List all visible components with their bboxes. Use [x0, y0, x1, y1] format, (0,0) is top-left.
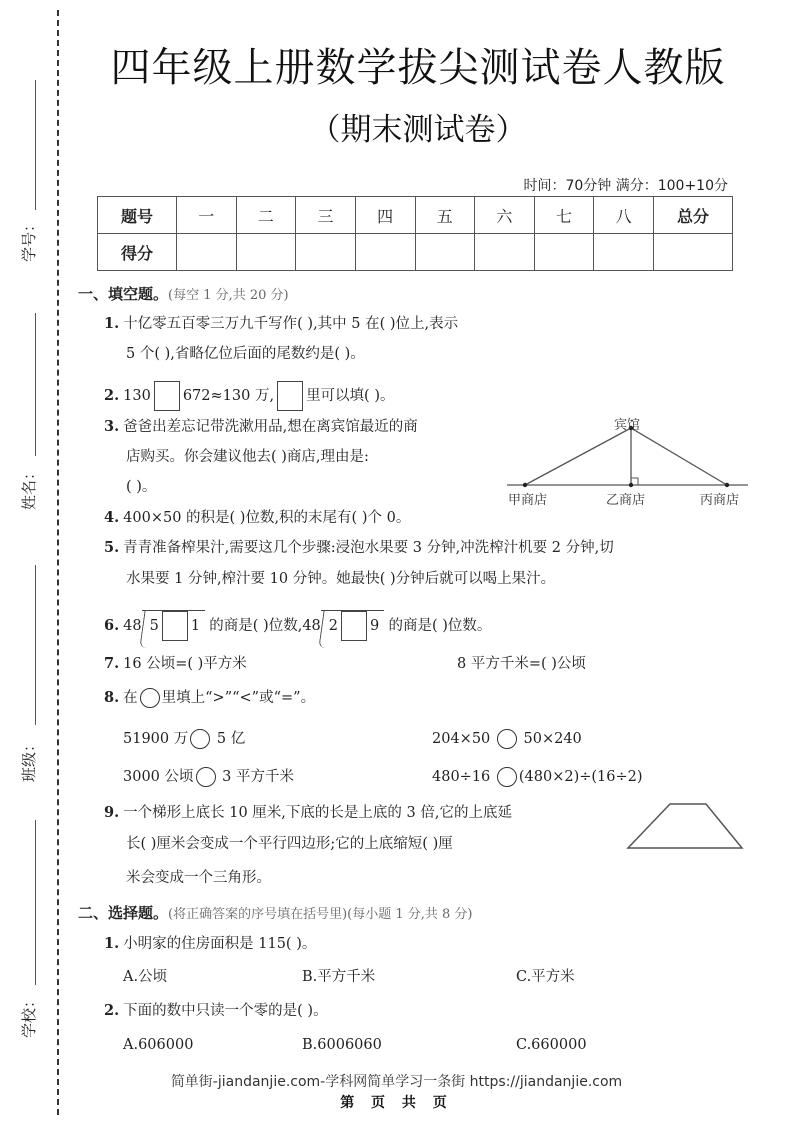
question-1-5: 5. 青青准备榨果汁,需要这几个步骤:浸泡水果要 3 分钟,冲洗榨汁机要 2 分钟,切: [104, 539, 614, 556]
question-1-2: 2. 130 672≈130 万, 里可以填( )。: [104, 381, 395, 411]
compare-item-3: 3000 公顷 3 平方千米: [123, 769, 294, 785]
score-input-cell[interactable]: [475, 234, 535, 271]
score-cell: 题号: [98, 197, 177, 234]
compare-circle[interactable]: [190, 729, 210, 749]
section-2-note: (将正确答案的序号填在括号里)(每小题 1 分,共 8 分): [168, 907, 473, 922]
compare-item-2: 204×50 50×240: [432, 731, 582, 747]
name-label: 姓名：: [20, 464, 38, 510]
option-b[interactable]: B.平方千米: [302, 969, 376, 985]
score-cell: 三: [296, 197, 356, 234]
score-input-cell[interactable]: [236, 234, 296, 271]
question-1-5-line2: 水果要 1 分钟,榨汁要 10 分钟。她最快( )分钟后就可以喝上果汁。: [126, 571, 556, 587]
score-input-cell[interactable]: [296, 234, 356, 271]
score-cell: 二: [236, 197, 296, 234]
score-row-label: 得分: [98, 234, 177, 271]
compare-item-4: 480÷16 (480×2)÷(16÷2): [432, 769, 643, 785]
score-table-header-row: [98, 197, 733, 234]
name-line: [35, 313, 36, 456]
trapezoid-figure: [625, 800, 745, 852]
question-1-7: 7. 16 公顷=( )平方米: [104, 655, 247, 672]
score-input-cell[interactable]: [355, 234, 415, 271]
score-cell: 总分: [654, 197, 733, 234]
question-1-4: 4. 400×50 的积是( )位数,积的末尾有( )个 0。: [104, 509, 411, 526]
score-cell: 八: [594, 197, 654, 234]
question-2-1: 1. 小明家的住房面积是 115( )。: [104, 935, 317, 952]
exam-meta: 时间：70分钟 满分：100+10分: [523, 178, 728, 194]
score-cell: 一: [177, 197, 237, 234]
blank-box[interactable]: [341, 611, 367, 641]
question-1-9: 9. 一个梯形上底长 10 厘米,下底的长是上底的 3 倍,它的上底延: [104, 804, 512, 821]
score-cell: 六: [475, 197, 535, 234]
question-1-3-line2: 店购买。你会建议他去( )商店,理由是:: [126, 449, 369, 465]
long-division-2: 2 9: [321, 610, 384, 641]
page-number: 第 页 共 页: [340, 1095, 453, 1111]
question-1-7-right: 8 平方千米=( )公顷: [457, 656, 586, 672]
question-2-2: 2. 下面的数中只读一个零的是( )。: [104, 1002, 328, 1019]
score-cell: 五: [415, 197, 475, 234]
score-cell: 四: [355, 197, 415, 234]
diagram-label-hotel: 宾馆: [614, 418, 641, 433]
question-1-1: 1. 十亿零五百零三万九千写作( ),其中 5 在( )位上,表示: [104, 315, 459, 332]
student-id-label: 学号：: [20, 216, 38, 262]
compare-circle: [140, 688, 160, 708]
question-1-6: 6. 48 5 1 的商是( )位数,48 2 9 的商是( )位数。: [104, 610, 491, 641]
option-a[interactable]: A.606000: [123, 1037, 194, 1053]
class-label: 班级：: [20, 736, 38, 782]
option-c[interactable]: C.平方米: [516, 969, 575, 985]
page-title: 四年级上册数学拔尖测试卷人教版: [110, 45, 726, 91]
diagram-label-shop-b: 乙商店: [606, 493, 646, 508]
question-1-9-line3: 米会变成一个三角形。: [126, 870, 271, 886]
compare-item-1: 51900 万 5 亿: [123, 731, 246, 747]
section-1-title: 一、填空题。: [78, 285, 169, 303]
watermark-footer: 简单街-jiandanjie.com-学科网简单学习一条街 https://jiandanjie.com: [170, 1074, 623, 1090]
option-a[interactable]: A.公顷: [123, 969, 168, 985]
section-1-heading: [78, 283, 289, 304]
question-1-3-line3: ( )。: [126, 479, 157, 495]
option-b[interactable]: B.6006060: [302, 1037, 382, 1053]
compare-circle[interactable]: [196, 767, 216, 787]
section-2-title: 二、选择题。: [78, 904, 169, 922]
score-input-cell[interactable]: [654, 234, 733, 271]
long-division-1: 5 1: [142, 610, 205, 641]
question-1-3: 3. 爸爸出差忘记带洗漱用品,想在离宾馆最近的商: [104, 418, 418, 435]
diagram-label-shop-c: 丙商店: [700, 493, 740, 508]
score-table: [97, 196, 733, 271]
blank-box[interactable]: [154, 381, 180, 411]
page-subtitle: （期末测试卷）: [309, 112, 527, 148]
hotel-shops-diagram: [505, 425, 750, 495]
question-1-1-line2: 5 个( ),省略亿位后面的尾数约是( )。: [126, 346, 365, 362]
diagram-label-shop-a: 甲商店: [508, 493, 548, 508]
section-2-heading: [78, 902, 473, 923]
school-line: [35, 820, 36, 985]
question-1-9-line2: 长( )厘米会变成一个平行四边形;它的上底缩短( )厘: [126, 836, 453, 852]
score-input-cell[interactable]: [415, 234, 475, 271]
blank-box[interactable]: [162, 611, 188, 641]
blank-box[interactable]: [277, 381, 303, 411]
compare-circle[interactable]: [497, 729, 517, 749]
section-1-note: (每空 1 分,共 20 分): [168, 288, 289, 303]
score-input-cell[interactable]: [534, 234, 594, 271]
score-cell: 七: [534, 197, 594, 234]
score-input-cell[interactable]: [177, 234, 237, 271]
option-c[interactable]: C.660000: [516, 1037, 587, 1053]
score-input-cell[interactable]: [594, 234, 654, 271]
score-table-score-row: [98, 234, 733, 271]
cut-line: [57, 10, 59, 1115]
class-line: [35, 565, 36, 725]
school-label: 学校：: [20, 992, 38, 1038]
compare-circle[interactable]: [497, 767, 517, 787]
question-1-8: 8. 在 里填上“>”“<”或“=”。: [104, 689, 316, 706]
